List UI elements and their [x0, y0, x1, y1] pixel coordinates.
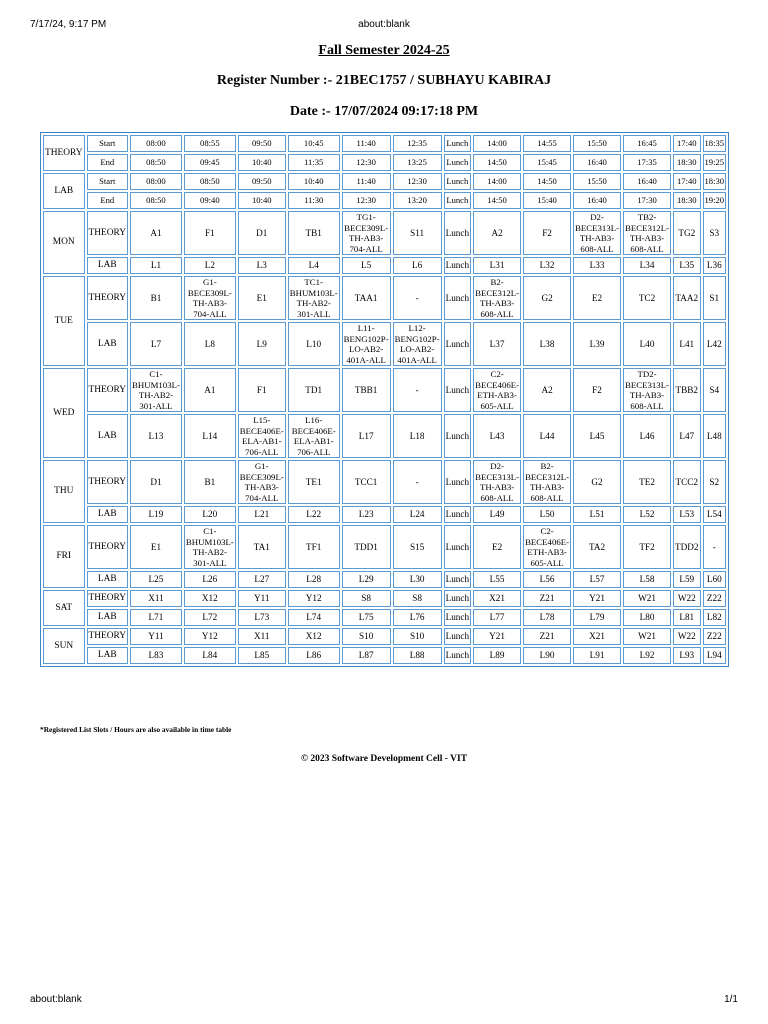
lunch-cell: Lunch	[444, 609, 471, 626]
theory-type-label: THEORY	[87, 211, 129, 255]
slot-cell: TD2-​BECE313L-​TH-​AB3-​608-​ALL	[625, 369, 670, 411]
time-cell: 14:55	[523, 135, 571, 152]
slot-cell: TG1-​BECE309L-​TH-​AB3-​704-​ALL	[342, 211, 391, 255]
slot-cell: L77	[473, 609, 521, 626]
theory-start-row	[43, 135, 726, 152]
slot-cell: X12	[184, 590, 236, 607]
slot-cell: TE2	[623, 460, 671, 504]
slot-cell: -	[393, 368, 442, 412]
lab-type-label: LAB	[87, 322, 129, 366]
slot-cell: TAA2	[673, 276, 700, 320]
slot-cell: L47	[673, 414, 700, 458]
time-cell: 08:50	[130, 154, 182, 171]
timetable-body	[43, 135, 726, 664]
slot-cell: L71	[130, 609, 182, 626]
copyright: © 2023 Software Development Cell - VIT	[300, 754, 468, 764]
slot-cell: W21	[623, 628, 671, 645]
slot-cell: L87	[342, 647, 391, 664]
lunch-cell: Lunch	[444, 322, 471, 366]
slot-cell: L92	[623, 647, 671, 664]
slot-cell: A2	[523, 368, 571, 412]
slot-cell: Y11	[130, 628, 182, 645]
slot-cell: L86	[288, 647, 340, 664]
slot-cell: TCC1	[342, 460, 391, 504]
slot-cell: E2	[473, 525, 521, 569]
slot-cell: L24	[393, 506, 442, 523]
sat-lab-row	[43, 609, 726, 626]
day-label: MON	[43, 211, 85, 274]
slot-cell: L20	[184, 506, 236, 523]
lunch-cell: Lunch	[444, 590, 471, 607]
slot-cell: S10	[393, 628, 442, 645]
slot-cell: C1-​BHUM103L-​TH-​AB2-​301-​ALL	[185, 526, 234, 568]
day-label: TUE	[43, 276, 85, 366]
slot-cell: L12-​BENG102P-​LO-​AB2-​401A-​ALL	[394, 323, 440, 365]
time-cell: 08:00	[130, 135, 182, 152]
slot-cell: TC1-​BHUM103L-​TH-​AB2-​301-​ALL	[289, 277, 338, 319]
slot-cell: L54	[703, 506, 727, 523]
slot-cell: L2	[184, 257, 236, 274]
slot-cell: L52	[623, 506, 671, 523]
slot-cell: B2-​BECE312L-​TH-​AB3-​608-​ALL	[525, 461, 570, 503]
slot-cell: L42	[703, 322, 727, 366]
slot-cell: X11	[130, 590, 182, 607]
slot-cell: L51	[573, 506, 621, 523]
slot-cell: S8	[393, 590, 442, 607]
time-cell: 08:00	[130, 173, 182, 190]
slot-cell: W22	[673, 590, 700, 607]
slot-cell: D2-​BECE313L-​TH-​AB3-​608-​ALL	[575, 212, 620, 254]
slot-cell: S11	[393, 211, 442, 255]
wed-theory-row	[43, 368, 726, 412]
time-cell: 11:40	[342, 173, 391, 190]
time-cell: 10:40	[238, 192, 286, 209]
lab-type-label: LAB	[87, 257, 129, 274]
slot-cell: L79	[573, 609, 621, 626]
slot-cell: L72	[184, 609, 236, 626]
slot-cell: L34	[623, 257, 671, 274]
time-cell: 15:50	[573, 135, 621, 152]
time-cell: 09:40	[184, 192, 236, 209]
lab-end-row	[43, 192, 726, 209]
slot-cell: A1	[130, 211, 182, 255]
print-header	[0, 0, 768, 30]
tue-lab-row	[43, 322, 726, 366]
time-cell: 12:30	[342, 192, 391, 209]
slot-cell: L23	[342, 506, 391, 523]
slot-cell: L37	[473, 322, 521, 366]
theory-type-label: THEORY	[87, 525, 129, 569]
slot-cell: L21	[238, 506, 286, 523]
lunch-cell: Lunch	[444, 257, 471, 274]
day-label: SUN	[43, 628, 85, 664]
start-label: Start	[87, 173, 129, 190]
time-cell: Lunch	[444, 135, 471, 152]
slot-cell: L13	[130, 414, 182, 458]
timetable	[40, 132, 729, 667]
slot-cell: L49	[473, 506, 521, 523]
slot-cell: L9	[238, 322, 286, 366]
theory-hours-label: THEORY	[43, 135, 85, 171]
slot-cell: S1	[703, 276, 727, 320]
slot-cell: L57	[573, 571, 621, 588]
slot-cell: TDD1	[342, 525, 391, 569]
wed-lab-row	[43, 414, 726, 458]
slot-cell: L59	[673, 571, 700, 588]
slot-cell: L31	[473, 257, 521, 274]
time-cell: 16:40	[573, 154, 621, 171]
slot-cell: C1-​BHUM103L-​TH-​AB2-​301-​ALL	[132, 369, 180, 411]
slot-cell: L10	[288, 322, 340, 366]
slot-cell: L82	[703, 609, 727, 626]
slot-cell: L26	[184, 571, 236, 588]
slot-cell: S15	[393, 525, 442, 569]
slot-cell: L4	[288, 257, 340, 274]
slot-cell: G2	[573, 460, 621, 504]
slot-cell: L43	[473, 414, 521, 458]
slot-cell: E2	[573, 276, 621, 320]
lunch-cell: Lunch	[444, 460, 471, 504]
slot-cell: L5	[342, 257, 391, 274]
time-cell: 10:45	[288, 135, 340, 152]
slot-cell: L39	[573, 322, 621, 366]
slot-cell: F1	[184, 211, 236, 255]
lunch-cell: Lunch	[444, 276, 471, 320]
sun-lab-row	[43, 647, 726, 664]
slot-cell: A1	[184, 368, 236, 412]
slot-cell: TBB1	[342, 368, 391, 412]
time-cell: 14:00	[473, 135, 521, 152]
time-cell: 17:40	[673, 135, 700, 152]
slot-cell: L7	[130, 322, 182, 366]
slot-cell: -	[703, 525, 727, 569]
slot-cell: X21	[473, 590, 521, 607]
slot-cell: -	[393, 276, 442, 320]
slot-cell: L90	[523, 647, 571, 664]
lab-type-label: LAB	[87, 571, 129, 588]
slot-cell: L8	[184, 322, 236, 366]
slot-cell: TD1	[288, 368, 340, 412]
lunch-cell: Lunch	[444, 211, 471, 255]
lab-type-label: LAB	[87, 647, 129, 664]
slot-cell: L14	[184, 414, 236, 458]
mon-lab-row	[43, 257, 726, 274]
slot-cell: L85	[238, 647, 286, 664]
end-label: End	[87, 192, 129, 209]
slot-cell: L29	[342, 571, 391, 588]
mon-theory-row	[43, 211, 726, 255]
time-cell: 10:40	[238, 154, 286, 171]
lunch-cell: Lunch	[444, 414, 471, 458]
slot-cell: Z21	[523, 628, 571, 645]
time-cell: 19:25	[703, 154, 727, 171]
lab-start-row	[43, 173, 726, 190]
thu-lab-row	[43, 506, 726, 523]
sun-theory-row	[43, 628, 726, 645]
slot-cell: L75	[342, 609, 391, 626]
lunch-cell: Lunch	[444, 525, 471, 569]
sat-theory-row	[43, 590, 726, 607]
slot-cell: TC2	[623, 276, 671, 320]
slot-cell: L28	[288, 571, 340, 588]
slot-cell: Y21	[573, 590, 621, 607]
tue-theory-row	[43, 276, 726, 320]
slot-cell: S2	[703, 460, 727, 504]
day-label: FRI	[43, 525, 85, 588]
slot-cell: L3	[238, 257, 286, 274]
slot-cell: L58	[623, 571, 671, 588]
slot-cell: L30	[393, 571, 442, 588]
time-cell: 09:50	[238, 135, 286, 152]
slot-cell: L73	[238, 609, 286, 626]
day-label: SAT	[43, 590, 85, 626]
slot-cell: B2-​BECE312L-​TH-​AB3-​608-​ALL	[475, 277, 520, 319]
slot-cell: X21	[573, 628, 621, 645]
slot-cell: TE1	[288, 460, 340, 504]
time-cell: 18:30	[703, 173, 727, 190]
slot-cell: L16-​BECE406E-​ELA-​AB1-​706-​ALL	[288, 414, 340, 458]
slot-cell: L50	[523, 506, 571, 523]
time-cell: Lunch	[444, 173, 471, 190]
end-label: End	[87, 154, 129, 171]
slot-cell: L91	[573, 647, 621, 664]
slot-cell: S10	[342, 628, 391, 645]
registered-slots-note: *Registered List Slots / Hours are also available in time table	[40, 725, 232, 734]
time-cell: 16:40	[573, 192, 621, 209]
slot-cell: TBB2	[673, 368, 700, 412]
slot-cell: L94	[703, 647, 727, 664]
slot-cell: D1	[130, 460, 182, 504]
slot-cell: E1	[130, 525, 182, 569]
slot-cell: TA2	[573, 525, 621, 569]
slot-cell: Y12	[184, 628, 236, 645]
fri-theory-row	[43, 525, 726, 569]
print-page-number: 1/1	[724, 994, 738, 1005]
slot-cell: L15-​BECE406E-​ELA-​AB1-​706-​ALL	[239, 415, 284, 457]
slot-cell: B1	[184, 460, 236, 504]
slot-cell: L41	[673, 322, 700, 366]
time-cell: 11:30	[288, 192, 340, 209]
slot-cell: L32	[523, 257, 571, 274]
slot-cell: L27	[238, 571, 286, 588]
fri-lab-row	[43, 571, 726, 588]
slot-cell: L38	[523, 322, 571, 366]
slot-cell: D1	[238, 211, 286, 255]
slot-cell: X12	[288, 628, 340, 645]
slot-cell: Y12	[288, 590, 340, 607]
slot-cell: TA1	[238, 525, 286, 569]
slot-cell: L17	[342, 414, 391, 458]
slot-cell: W22	[673, 628, 700, 645]
time-cell: 18:30	[673, 192, 700, 209]
time-cell: 17:40	[673, 173, 700, 190]
time-cell: 08:55	[184, 135, 236, 152]
time-cell: 19:20	[703, 192, 727, 209]
slot-cell: L53	[673, 506, 700, 523]
generated-date: Date :- 17/07/2024 09:17:18 PM	[289, 104, 479, 119]
lunch-cell: Lunch	[444, 368, 471, 412]
slot-cell: A2	[473, 211, 521, 255]
slot-cell: L36	[703, 257, 727, 274]
theory-type-label: THEORY	[87, 276, 129, 320]
slot-cell: F2	[523, 211, 571, 255]
theory-type-label: THEORY	[87, 590, 129, 607]
semester-title: Fall Semester 2024-25	[318, 43, 450, 58]
slot-cell: X11	[238, 628, 286, 645]
time-cell: 13:25	[393, 154, 442, 171]
slot-cell: B1	[130, 276, 182, 320]
time-cell: 12:30	[393, 173, 442, 190]
slot-cell: L55	[473, 571, 521, 588]
slot-cell: L88	[393, 647, 442, 664]
time-cell: 14:00	[473, 173, 521, 190]
lab-type-label: LAB	[87, 414, 129, 458]
time-cell: 10:40	[288, 173, 340, 190]
slot-cell: L46	[623, 414, 671, 458]
time-cell: 18:30	[673, 154, 700, 171]
time-cell: 15:40	[523, 192, 571, 209]
time-cell: 15:50	[573, 173, 621, 190]
start-label: Start	[87, 135, 129, 152]
slot-cell: TB2-​BECE312L-​TH-​AB3-​608-​ALL	[625, 212, 670, 254]
slot-cell: E1	[238, 276, 286, 320]
slot-cell: Y11	[238, 590, 286, 607]
slot-cell: L19	[130, 506, 182, 523]
slot-cell: L56	[523, 571, 571, 588]
slot-cell: S3	[703, 211, 727, 255]
time-cell: 09:50	[238, 173, 286, 190]
slot-cell: S8	[342, 590, 391, 607]
slot-cell: C2-​BECE406E-​ETH-​AB3-​605-​ALL	[475, 369, 520, 411]
slot-cell: L33	[573, 257, 621, 274]
slot-cell: L78	[523, 609, 571, 626]
slot-cell: L81	[673, 609, 700, 626]
time-cell: Lunch	[444, 154, 471, 171]
slot-cell: L22	[288, 506, 340, 523]
lunch-cell: Lunch	[444, 647, 471, 664]
slot-cell: L80	[623, 609, 671, 626]
slot-cell: L76	[393, 609, 442, 626]
slot-cell: TG2	[673, 211, 700, 255]
slot-cell: W21	[623, 590, 671, 607]
slot-cell: F2	[573, 368, 621, 412]
slot-cell: L93	[673, 647, 700, 664]
slot-cell: L35	[673, 257, 700, 274]
slot-cell: F1	[238, 368, 286, 412]
time-cell: 14:50	[473, 192, 521, 209]
slot-cell: Z21	[523, 590, 571, 607]
time-cell: 11:35	[288, 154, 340, 171]
lab-type-label: LAB	[87, 609, 129, 626]
slot-cell: G1-​BECE309L-​TH-​AB3-​704-​ALL	[239, 461, 284, 503]
slot-cell: L18	[393, 414, 442, 458]
slot-cell: L1	[130, 257, 182, 274]
time-cell: 15:45	[523, 154, 571, 171]
day-label: WED	[43, 368, 85, 458]
slot-cell: L84	[184, 647, 236, 664]
slot-cell: Z22	[703, 590, 727, 607]
slot-cell: Z22	[703, 628, 727, 645]
time-cell: 08:50	[184, 173, 236, 190]
slot-cell: L45	[573, 414, 621, 458]
time-cell: 16:40	[623, 173, 671, 190]
time-cell: 08:50	[130, 192, 182, 209]
slot-cell: L6	[393, 257, 442, 274]
slot-cell: L44	[523, 414, 571, 458]
theory-end-row	[43, 154, 726, 171]
time-cell: 17:30	[623, 192, 671, 209]
slot-cell: L60	[703, 571, 727, 588]
lab-hours-label: LAB	[43, 173, 85, 209]
lab-type-label: LAB	[87, 506, 129, 523]
slot-cell: TF1	[288, 525, 340, 569]
time-cell: 13:20	[393, 192, 442, 209]
slot-cell: G2	[523, 276, 571, 320]
theory-type-label: THEORY	[87, 628, 129, 645]
slot-cell: L25	[130, 571, 182, 588]
lunch-cell: Lunch	[444, 628, 471, 645]
time-cell: 16:45	[623, 135, 671, 152]
slot-cell: -	[393, 460, 442, 504]
register-number: Register Number :- 21BEC1757 / SUBHAYU KABIRAJ	[216, 73, 552, 88]
slot-cell: L83	[130, 647, 182, 664]
slot-cell: L89	[473, 647, 521, 664]
theory-type-label: THEORY	[87, 460, 129, 504]
time-cell: 14:50	[523, 173, 571, 190]
time-cell: 12:30	[342, 154, 391, 171]
time-cell: 17:35	[623, 154, 671, 171]
slot-cell: G1-​BECE309L-​TH-​AB3-​704-​ALL	[184, 276, 236, 320]
lunch-cell: Lunch	[444, 506, 471, 523]
slot-cell: TDD2	[673, 525, 700, 569]
day-label: THU	[43, 460, 85, 523]
time-cell: 14:50	[473, 154, 521, 171]
print-title: about:blank	[358, 19, 410, 30]
slot-cell: C2-​BECE406E-​ETH-​AB3-​605-​ALL	[525, 526, 570, 568]
print-datetime: 7/17/24, 9:17 PM	[30, 19, 107, 30]
slot-cell: TCC2	[673, 460, 700, 504]
slot-cell: Y21	[473, 628, 521, 645]
print-url: about:blank	[30, 994, 82, 1005]
time-cell: 11:40	[342, 135, 391, 152]
slot-cell: L48	[703, 414, 727, 458]
slot-cell: TB1	[288, 211, 340, 255]
lunch-cell: Lunch	[444, 571, 471, 588]
slot-cell: L40	[623, 322, 671, 366]
time-cell: Lunch	[444, 192, 471, 209]
theory-type-label: THEORY	[87, 368, 129, 412]
thu-theory-row	[43, 460, 726, 504]
slot-cell: D2-​BECE313L-​TH-​AB3-​608-​ALL	[475, 461, 520, 503]
slot-cell: L74	[288, 609, 340, 626]
slot-cell: TF2	[623, 525, 671, 569]
slot-cell: S4	[703, 368, 727, 412]
time-cell: 09:45	[184, 154, 236, 171]
slot-cell: TAA1	[342, 276, 391, 320]
time-cell: 18:35	[703, 135, 727, 152]
slot-cell: L11-​BENG102P-​LO-​AB2-​401A-​ALL	[343, 323, 389, 365]
time-cell: 12:35	[393, 135, 442, 152]
